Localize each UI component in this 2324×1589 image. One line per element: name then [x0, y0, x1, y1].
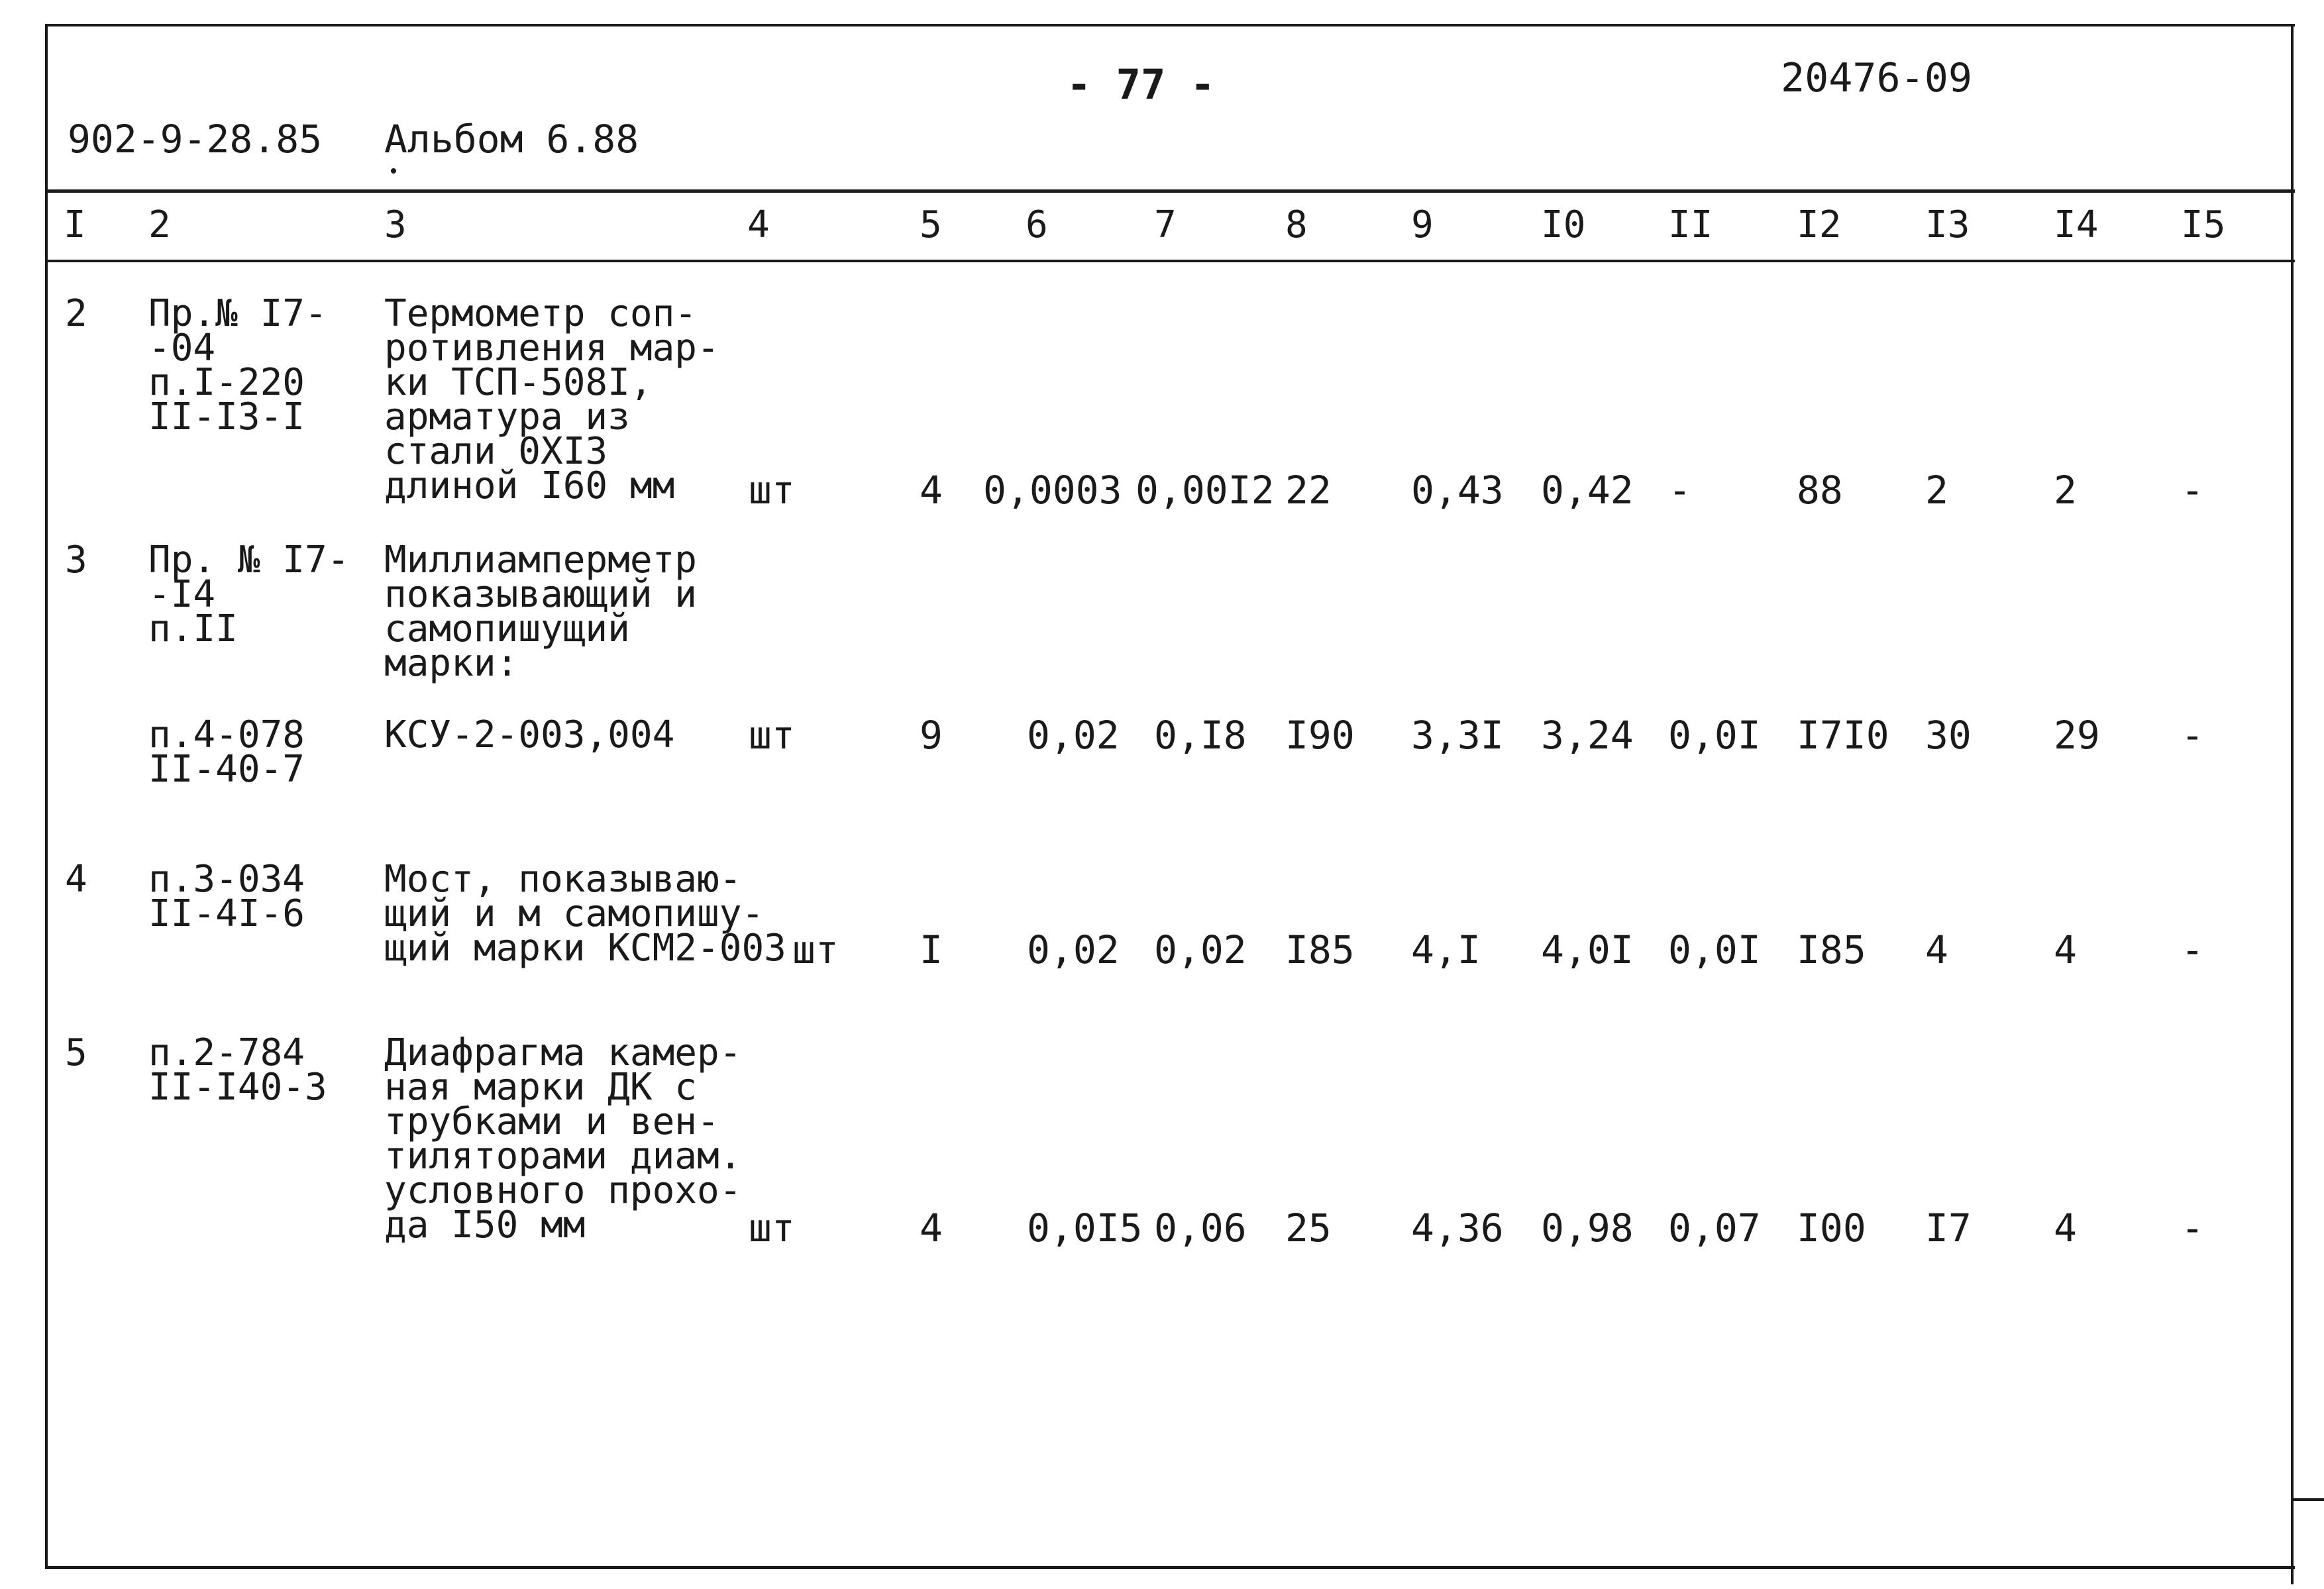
column-header-divider — [45, 260, 2295, 262]
row-col13: I7 — [1925, 1205, 1972, 1251]
column-number: I3 — [1925, 203, 1970, 246]
album-dot-mark — [391, 168, 396, 174]
row-number: 2 — [65, 292, 87, 335]
column-number: 9 — [1411, 203, 1434, 246]
header-divider — [45, 189, 2295, 193]
frame-top-border — [45, 24, 2295, 26]
column-number: 6 — [1026, 203, 1048, 246]
row-reference: Пр. № I7- -I4 п.II — [148, 538, 350, 650]
row-col8: I90 — [1285, 713, 1355, 758]
row-unit: шт — [749, 1205, 795, 1251]
row-quantity: 9 — [920, 713, 943, 758]
row-col7: 0,I8 — [1154, 713, 1247, 758]
row-col12: I85 — [1797, 927, 1866, 972]
row-col15: - — [2181, 713, 2204, 758]
row-name: КСУ-2-003,004 — [384, 713, 675, 756]
row-col11: - — [1668, 468, 1691, 513]
frame-bottom-border — [45, 1566, 2295, 1569]
row-col12: I7I0 — [1797, 713, 1889, 758]
row-col6: 0,0I5 — [1027, 1205, 1143, 1251]
row-quantity: 4 — [920, 468, 943, 513]
row-col15: - — [2181, 1205, 2204, 1251]
column-number: 7 — [1154, 203, 1177, 246]
row-name: Миллиамперметр показывающий и самопишущий марки: — [384, 538, 698, 685]
row-col13: 30 — [1925, 713, 1972, 758]
row-col14: 2 — [2054, 468, 2077, 513]
row-number: 3 — [65, 538, 87, 582]
row-col11: 0,07 — [1668, 1205, 1761, 1251]
column-number: 2 — [148, 203, 171, 246]
row-col14: 29 — [2054, 713, 2100, 758]
row-col6: 0,02 — [1027, 927, 1120, 972]
row-number: 5 — [65, 1031, 87, 1074]
frame-right-border — [2291, 24, 2294, 1584]
document-id: 20476-09 — [1781, 55, 1972, 101]
row-col8: 25 — [1285, 1205, 1332, 1251]
row-col14: 4 — [2054, 1205, 2077, 1251]
row-col11: 0,0I — [1668, 927, 1761, 972]
page-number: - 77 - — [1067, 60, 1215, 109]
row-col13: 2 — [1925, 468, 1948, 513]
row-col15: - — [2181, 468, 2204, 513]
row-number: 4 — [65, 858, 87, 901]
row-unit: шт — [792, 927, 839, 972]
row-col10: 3,24 — [1541, 713, 1634, 758]
row-col7: 0,06 — [1154, 1205, 1247, 1251]
row-reference: Пр.№ I7- -04 п.I-220 II-I3-I — [148, 292, 327, 438]
row-col10: 4,0I — [1541, 927, 1634, 972]
row-col7: 0,02 — [1154, 927, 1247, 972]
row-col10: 0,98 — [1541, 1205, 1634, 1251]
column-number: I5 — [2181, 203, 2226, 246]
row-name: Диафрагма камер- ная марки ДК с трубками и вен- тиляторами диам. условного прохо- да I50 мм — [384, 1031, 742, 1247]
row-col6: 0,02 — [1027, 713, 1120, 758]
row-col9: 0,43 — [1411, 468, 1504, 513]
column-number: 5 — [920, 203, 942, 246]
row-col14: 4 — [2054, 927, 2077, 972]
row-unit: шт — [749, 713, 795, 758]
row-col9: 4,I — [1411, 927, 1481, 972]
row-col10: 0,42 — [1541, 468, 1634, 513]
column-number: I4 — [2054, 203, 2099, 246]
row-col8: 22 — [1285, 468, 1332, 513]
column-number: I0 — [1541, 203, 1586, 246]
column-number: I — [64, 203, 86, 246]
column-number: II — [1668, 203, 1713, 246]
row-col11: 0,0I — [1668, 713, 1761, 758]
frame-left-border — [45, 24, 48, 1567]
row-unit: шт — [749, 468, 795, 513]
document-code: 902-9-28.85 — [68, 117, 323, 162]
row-name: Мост, показываю- щий и м самопишу- щий марки КСМ2-003 — [384, 858, 786, 970]
column-number: 4 — [747, 203, 770, 246]
row-col9: 3,3I — [1411, 713, 1504, 758]
row-quantity: I — [920, 927, 943, 972]
row-col7: 0,00I2 — [1136, 468, 1275, 513]
row-col13: 4 — [1925, 927, 1948, 972]
row-reference: п.4-078 II-40-7 — [148, 713, 305, 791]
row-col8: I85 — [1285, 927, 1355, 972]
row-col12: I00 — [1797, 1205, 1866, 1251]
row-col15: - — [2181, 927, 2204, 972]
row-quantity: 4 — [920, 1205, 943, 1251]
row-col9: 4,36 — [1411, 1205, 1504, 1251]
row-col12: 88 — [1797, 468, 1843, 513]
row-name: Термометр соп- ротивления мар- ки ТСП-508I, арматура из стали 0XI3 длиной I60 мм — [384, 292, 719, 507]
row-col6: 0,0003 — [983, 468, 1122, 513]
frame-corner-tick — [2294, 1498, 2324, 1501]
album-label: Альбом 6.88 — [384, 117, 639, 162]
row-reference: п.3-034 II-4I-6 — [148, 858, 305, 935]
column-number: 3 — [384, 203, 407, 246]
row-reference: п.2-784 II-I40-3 — [148, 1031, 327, 1109]
column-number: 8 — [1285, 203, 1308, 246]
column-number: I2 — [1797, 203, 1842, 246]
